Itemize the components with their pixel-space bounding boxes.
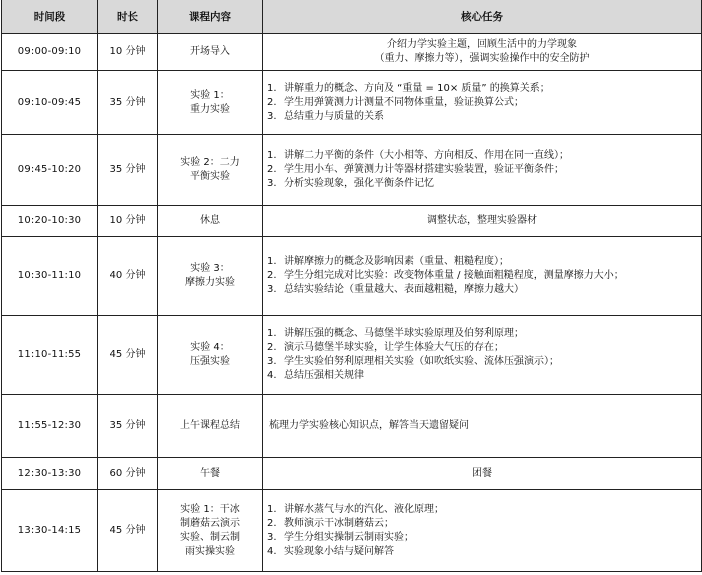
task-item: 1. 讲解压强的概念、马德堡半球实验原理及伯努利原理； (267, 328, 524, 339)
tasks-cell (263, 71, 702, 135)
task-list (267, 255, 697, 297)
table-row (2, 458, 702, 490)
task-item: 4. 总结压强相关规律 (267, 370, 364, 381)
table-row (2, 206, 702, 237)
content-cell (158, 395, 263, 458)
task-item: 2. 教师演示干冰制蘑菇云； (267, 517, 394, 529)
content-cell (158, 71, 263, 135)
header-time: 时间段 (2, 0, 98, 34)
task-line: 调整状态，整理实验器材 (427, 215, 537, 226)
table-row (2, 71, 702, 135)
time-cell: 09:10-09:45 (2, 71, 98, 135)
content-cell (158, 490, 263, 572)
header-row (2, 0, 702, 34)
tasks-cell (263, 458, 702, 490)
task-line: 介绍力学实验主题，回顾生活中的力学现象 (387, 39, 577, 50)
content-cell (158, 135, 263, 206)
time-cell: 10:30-11:10 (2, 237, 98, 316)
content-text: 实验 3： 摩擦力实验 (185, 263, 235, 288)
task-item: 2. 学生用小车、弹簧测力计等器材搭建实验装置，验证平衡条件； (267, 164, 564, 175)
tasks-cell (263, 395, 702, 458)
task-item: 1. 讲解重力的概念、方向及 “重量 = 10× 质量” 的换算关系； (267, 82, 550, 94)
content-text: 实验 4： 压强实验 (190, 342, 230, 367)
time-cell: 09:45-10:20 (2, 135, 98, 206)
table-row (2, 237, 702, 316)
task-list (267, 327, 697, 383)
duration-cell: 10 分钟 (98, 206, 158, 237)
duration-cell: 35 分钟 (98, 71, 158, 135)
task-item: 2. 学生用弹簧测力计测量不同物体重量，验证换算公式； (267, 96, 524, 108)
content-text: 实验 1： 重力实验 (190, 89, 230, 115)
duration-cell: 45 分钟 (98, 490, 158, 572)
tasks-cell (263, 237, 702, 316)
time-cell: 10:20-10:30 (2, 206, 98, 237)
task-item: 3. 分析实验现象，强化平衡条件记忆 (267, 178, 434, 189)
header-duration: 时长 (98, 0, 158, 34)
content-cell (158, 206, 263, 237)
task-item: 1. 讲解摩擦力的概念及影响因素（重量、粗糙程度）； (267, 256, 509, 267)
table-row (2, 135, 702, 206)
duration-cell: 60 分钟 (98, 458, 158, 490)
task-item: 2. 演示马德堡半球实验，让学生体验大气压的存在； (267, 342, 504, 353)
content-cell (158, 316, 263, 395)
duration-cell: 45 分钟 (98, 316, 158, 395)
table-row (2, 490, 702, 572)
task-item: 3. 总结实验结论（重量越大、表面越粗糙，摩擦力越大） (267, 284, 524, 295)
content-text: 实验 2：二力平衡实验 (180, 157, 240, 182)
table-row (2, 34, 702, 71)
content-text: 休息 (200, 215, 220, 226)
task-item: 3. 学生实验伯努利原理相关实验（如吹纸实验、流体压强演示）； (267, 356, 559, 367)
task-list (267, 149, 697, 191)
task-line: 梳理力学实验核心知识点，解答当天遗留疑问 (269, 420, 469, 431)
tasks-cell (263, 316, 702, 395)
task-item: 1. 讲解水蒸气与水的汽化、液化原理； (267, 503, 444, 515)
content-text: 午餐 (200, 467, 220, 479)
tasks-cell (263, 135, 702, 206)
content-text: 开场导入 (190, 46, 230, 57)
duration-cell: 40 分钟 (98, 237, 158, 316)
task-item: 3. 学生分组实操制云制雨实验； (267, 531, 414, 543)
tasks-cell (263, 490, 702, 572)
header-content: 课程内容 (158, 0, 263, 34)
header-tasks: 核心任务 (263, 0, 702, 34)
duration-cell: 35 分钟 (98, 135, 158, 206)
content-text: 实验 1：干冰制蘑菇云演示实验、制云制雨实操实验 (180, 503, 240, 557)
task-item: 2. 学生分组完成对比实验：改变物体重量 / 接触面粗糙程度，测量摩擦力大小； (267, 270, 624, 281)
duration-cell: 10 分钟 (98, 34, 158, 71)
content-cell (158, 34, 263, 71)
time-cell: 11:55-12:30 (2, 395, 98, 458)
table-row (2, 316, 702, 395)
content-cell (158, 458, 263, 490)
time-cell: 09:00-09:10 (2, 34, 98, 71)
time-cell: 11:10-11:55 (2, 316, 98, 395)
time-cell: 13:30-14:15 (2, 490, 98, 572)
task-list (267, 503, 697, 559)
task-item: 3. 总结重力与质量的关系 (267, 110, 384, 122)
task-item: 4. 实验现象小结与疑问解答 (267, 545, 394, 557)
time-cell: 12:30-13:30 (2, 458, 98, 490)
task-item: 1. 讲解二力平衡的条件（大小相等、方向相反、作用在同一直线）； (267, 150, 569, 161)
content-cell (158, 237, 263, 316)
tasks-cell (263, 206, 702, 237)
task-line: 团餐 (472, 467, 492, 479)
table-row (2, 395, 702, 458)
task-list (267, 82, 697, 124)
task-line: （重力、摩擦力等），强调实验操作中的安全防护 (374, 53, 590, 64)
content-text: 上午课程总结 (180, 420, 240, 431)
tasks-cell (263, 34, 702, 71)
schedule-table (1, 0, 702, 572)
duration-cell: 35 分钟 (98, 395, 158, 458)
